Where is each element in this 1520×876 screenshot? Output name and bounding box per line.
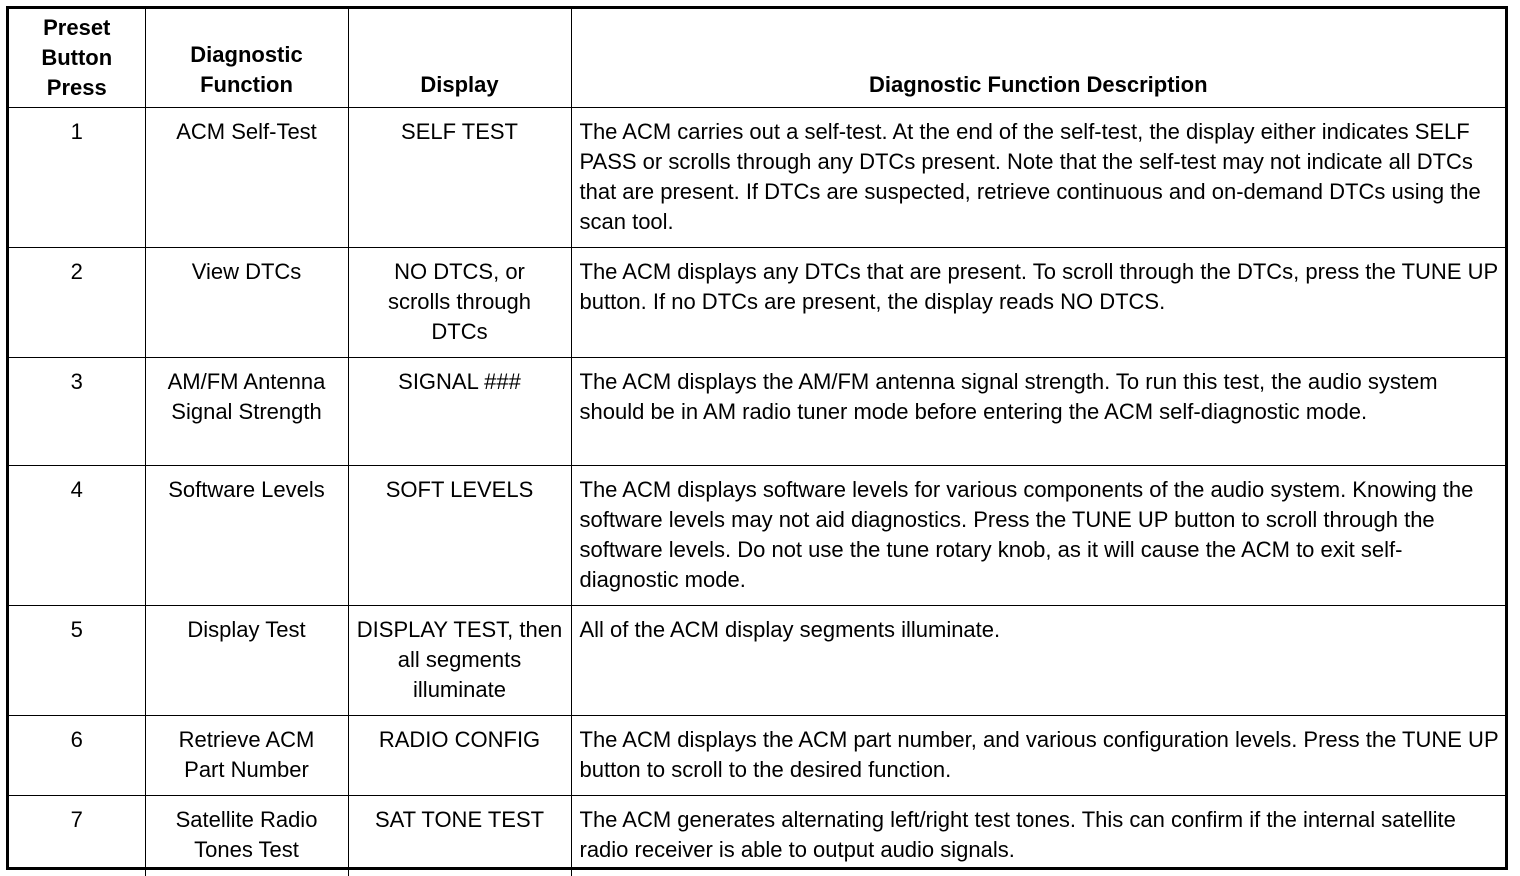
cell-function: ACM Self-Test	[145, 108, 348, 248]
table-row	[9, 248, 1505, 358]
header-display: Display	[348, 9, 571, 108]
cell-function: Display Test	[145, 606, 348, 716]
table-row	[9, 466, 1505, 606]
table-row	[9, 358, 1505, 466]
cell-display: DISPLAY TEST, then all segments illuminate	[348, 606, 571, 716]
cell-press: 6	[9, 716, 145, 796]
cell-description: The ACM displays the AM/FM antenna signal strength. To run this test, the audio system should be in AM radio tuner mode before entering the ACM self-diagnostic mode.	[571, 358, 1505, 466]
cell-description: The ACM carries out a self-test. At the end of the self-test, the display either indicates SELF PASS or scrolls through any DTCs present. Note that the self-test may not indicate all DTCs that are present. If DTCs are suspected, retrieve continuous and on-demand DTCs using the scan tool.	[571, 108, 1505, 248]
table-row	[9, 796, 1505, 876]
cell-function: View DTCs	[145, 248, 348, 358]
cell-display: SELF TEST	[348, 108, 571, 248]
cell-press: 7	[9, 796, 145, 876]
cell-description: The ACM displays the ACM part number, and various configuration levels. Press the TUNE UP button to scroll to the desired function.	[571, 716, 1505, 796]
cell-display: SIGNAL ###	[348, 358, 571, 466]
cell-press: 2	[9, 248, 145, 358]
cell-press: 4	[9, 466, 145, 606]
table-row	[9, 606, 1505, 716]
cell-display: NO DTCS, or scrolls through DTCs	[348, 248, 571, 358]
cell-function: Retrieve ACM Part Number	[145, 716, 348, 796]
table-header-row	[9, 9, 1505, 108]
diagnostic-table-frame	[6, 6, 1508, 870]
cell-press: 3	[9, 358, 145, 466]
header-diagnostic-function: Diagnostic Function	[145, 9, 348, 108]
cell-description: The ACM generates alternating left/right test tones. This can confirm if the internal satellite radio receiver is able to output audio signals.	[571, 796, 1505, 876]
cell-description: The ACM displays any DTCs that are present. To scroll through the DTCs, press the TUNE UP button. If no DTCs are present, the display reads NO DTCS.	[571, 248, 1505, 358]
cell-function: Software Levels	[145, 466, 348, 606]
table-row	[9, 108, 1505, 248]
cell-function: Satellite Radio Tones Test	[145, 796, 348, 876]
cell-display: SOFT LEVELS	[348, 466, 571, 606]
table-row	[9, 716, 1505, 796]
cell-press: 1	[9, 108, 145, 248]
diagnostic-function-table	[9, 9, 1505, 876]
cell-function: AM/FM Antenna Signal Strength	[145, 358, 348, 466]
header-preset-button-press: Preset Button Press	[9, 9, 145, 108]
cell-display: SAT TONE TEST	[348, 796, 571, 876]
cell-description: All of the ACM display segments illuminate.	[571, 606, 1505, 716]
cell-display: RADIO CONFIG	[348, 716, 571, 796]
header-description: Diagnostic Function Description	[571, 9, 1505, 108]
cell-description: The ACM displays software levels for various components of the audio system. Knowing the software levels may not aid diagnostics. Press the TUNE UP button to scroll through the software levels. Do not use the tune rotary knob, as it will cause the ACM to exit self-diagnostic mode.	[571, 466, 1505, 606]
cell-press: 5	[9, 606, 145, 716]
